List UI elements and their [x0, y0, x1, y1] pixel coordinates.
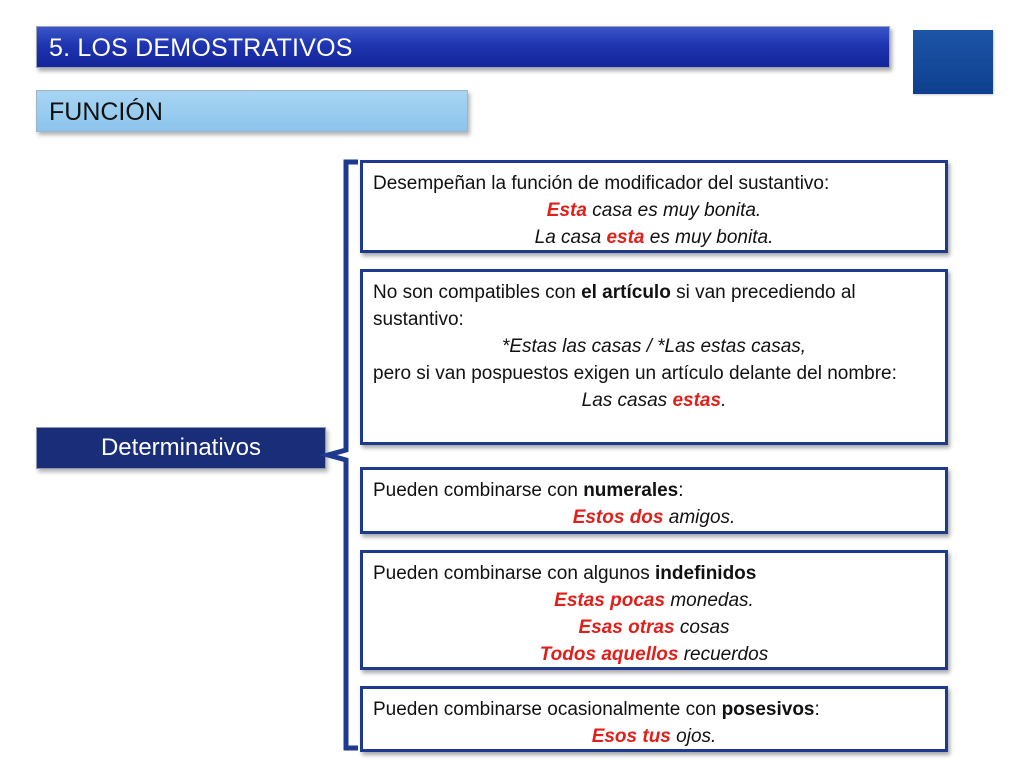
- box-paragraph: pero si van pospuestos exigen un artículo delante del nombre:: [373, 363, 897, 384]
- function-box-numerals: [360, 467, 948, 534]
- example-line: Estas pocas monedas.: [554, 590, 754, 611]
- box-line: Desempeñan la función de modificador del sustantivo:: [373, 173, 830, 194]
- function-box-indefinites: [360, 550, 948, 670]
- page-title: 5. LOS DEMOSTRATIVOS: [36, 26, 890, 68]
- example-line: La casa esta es muy bonita.: [534, 227, 774, 248]
- section-subtitle: FUNCIÓN: [36, 90, 468, 132]
- function-box-modifier: [360, 160, 948, 253]
- box-line: Pueden combinarse con algunos indefinidos: [373, 563, 757, 584]
- example-line: Las casas estas.: [581, 390, 727, 411]
- category-label: Determinativos: [36, 427, 326, 469]
- box-line: Pueden combinarse con numerales:: [373, 480, 684, 501]
- box-paragraph: No son compatibles con el artículo si van precediendo al sustantivo:: [373, 282, 856, 330]
- decorative-square: [913, 30, 993, 94]
- function-box-possessives: [360, 686, 948, 752]
- example-line: Esos tus ojos.: [591, 726, 717, 747]
- example-line: *Estas las casas / *Las estas casas,: [501, 336, 807, 357]
- function-box-article: [360, 269, 948, 445]
- brace-connector: [320, 158, 362, 754]
- box-line: Pueden combinarse ocasionalmente con posesivos:: [373, 699, 820, 720]
- example-line: Esas otras cosas: [578, 617, 730, 638]
- brace-shape: [328, 162, 358, 748]
- example-line: Todos aquellos recuerdos: [539, 644, 769, 665]
- example-line: Estos dos amigos.: [572, 507, 736, 528]
- example-line: Esta casa es muy bonita.: [546, 200, 762, 221]
